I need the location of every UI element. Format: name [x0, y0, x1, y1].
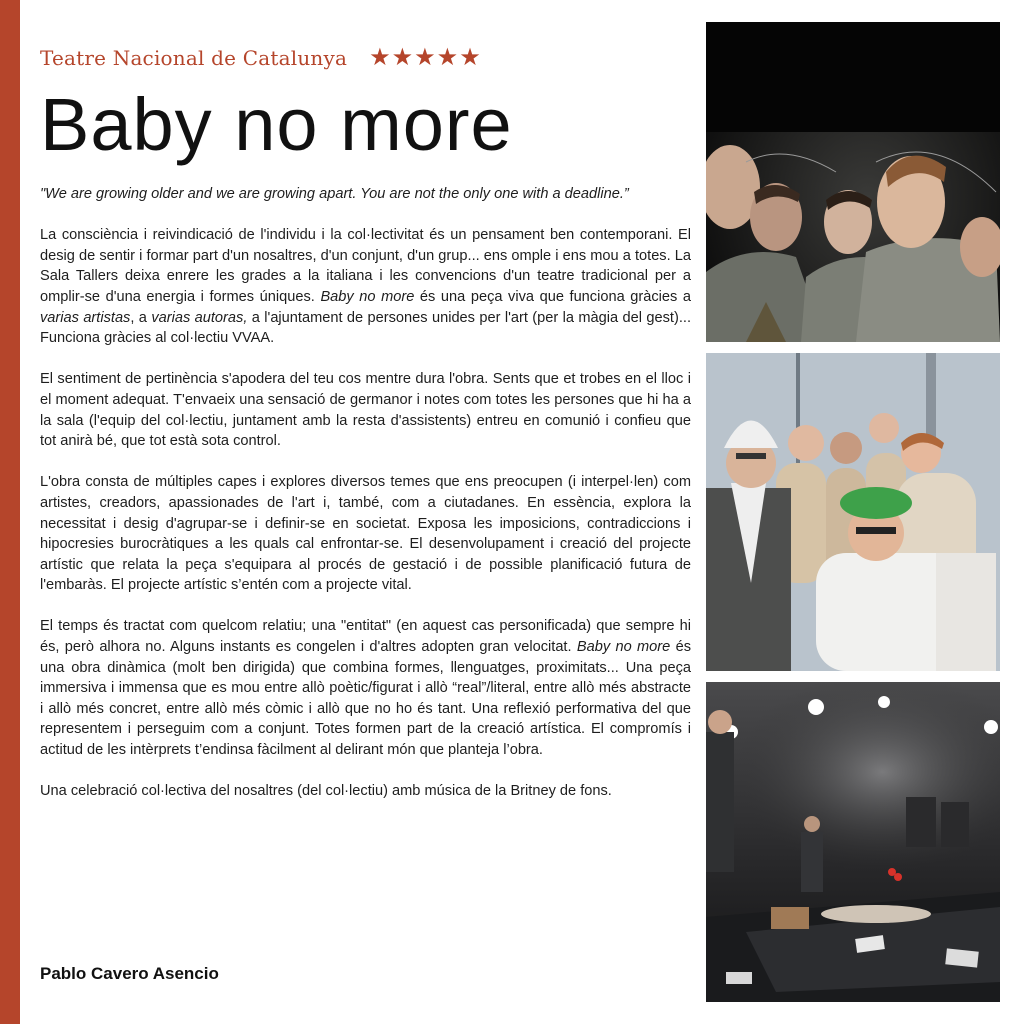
photo-stage-scene [706, 682, 1000, 1002]
paragraph-2: El sentiment de pertinència s'apodera del teu cos mentre dura l'obra. Sents que et trobes en el lloc i el moment adequat. T'envaeix una sensació de germanor i notes com totes les persones que hi ha a la sala (l'equip del col·lectiu, juntament amb la resta d'assistents) entreu en comunió i confieu que tot anirà bé, que tot està sota control. [40, 371, 691, 450]
accent-bar [0, 0, 20, 1024]
opening-quote: "We are growing older and we are growing apart. You are not the only one with a deadline.” [40, 186, 629, 202]
photo-group-scene [706, 353, 1000, 671]
photo-performers-closeup [706, 22, 1000, 342]
paragraph-3: L'obra consta de múltiples capes i explores diversos temes que ens preocupen (i interpel·len) com artistes, creadors, apassionades de l'art i, també, com a ciutadanes. En essència, explora la necessitat i desig d'agrupar-se i definir-se en societat. Exposa les imposicions, contradiccions i hipocresies burocràtiques a les quals cal enfrontar-se. El desenvolupament i creació del projecte artístic que relata la peça s'equipara al procés de gestació i de possible planificació futura de l'embaràs. El projecte artístic s’entén com a projecte vital. [40, 474, 691, 594]
paragraph-1: La consciència i reivindicació de l'individu i la col·lectivitat és un pensament ben contemporani. El desig de sentir i formar part d'un nosaltres, d'un conjunt, d'un grup... ens omple i ens mou a totes. La Sala Tallers deixa enrere les grades a la italiana i les convencions d'un teatre tradicional per a omplir-se d'una energia i formes úniques. Baby no more és una peça viva que funciona gràcies a varias artistas, a varias autoras, a l'ajuntament de persones unides per l'art (per la màgia del gest)... Funciona gràcies al col·lectiu VVAA. [40, 227, 692, 347]
venue-line [40, 46, 690, 70]
paragraph-4: El temps és tractat com quelcom relatiu; una "entitat" (en aquest cas personificada) que sempre hi és, però alhora no. Alguns instants es congelen i d'altres adopten gran velocitat. Baby no more és una obra dinàmica (molt ben dirigida) que combina formes, llenguatges, proximitats... Una peça immersiva i immensa que es mou entre allò poètic/figurat i allò “real”/literal, entre allò més abstracte i allò més concret, entre allò més còmic i allò que no ho és tant. Una reflexió performativa del que representem i perseguim com a conjunt. Totes formen part de la creació artística. El compromís i actitud de les intèrprets t’endinsa fàcilment al delirant món que planteja l’obra. [40, 618, 692, 759]
author-name: Pablo Cavero Asencio [40, 964, 219, 983]
article-body [40, 184, 691, 822]
paragraph-5: Una celebració col·lectiva del nosaltres (del col·lectiu) amb música de la Britney de fons. [40, 783, 612, 800]
page-title: Baby no more [40, 83, 513, 166]
venue-name: Teatre Nacional de Catalunya [40, 46, 348, 70]
header [40, 46, 690, 70]
star-rating: ★★★★★ [369, 44, 482, 71]
